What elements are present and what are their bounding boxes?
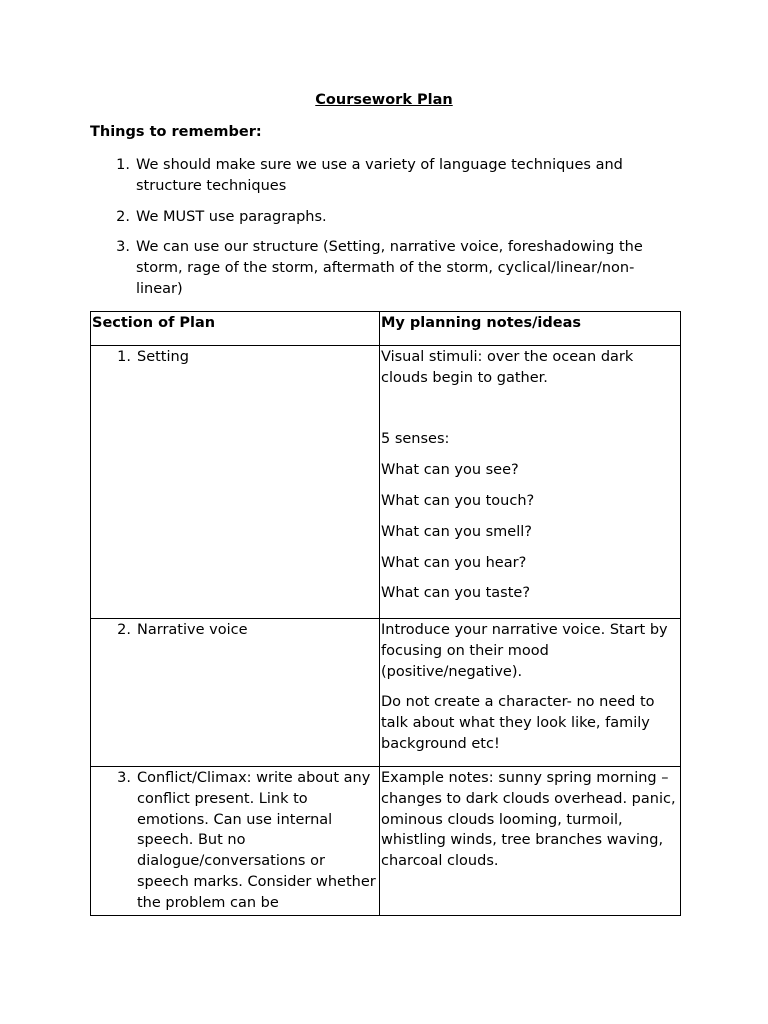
table-header-row <box>91 312 681 346</box>
document-title: Coursework Plan <box>315 92 453 108</box>
table-row <box>91 346 681 619</box>
table-row <box>91 619 681 767</box>
note-line: 5 senses: <box>381 431 450 448</box>
note-line: What can you taste? <box>381 585 531 602</box>
remember-list <box>90 155 680 310</box>
note-line: What can you hear? <box>381 554 527 571</box>
note-line: What can you smell? <box>381 523 532 540</box>
header-planning-notes: My planning notes/ideas <box>380 312 681 346</box>
remember-item <box>90 237 680 299</box>
note-line: What can you touch? <box>381 492 535 509</box>
section-label: Setting <box>137 349 189 365</box>
remember-heading: Things to remember: <box>90 124 262 140</box>
header-section-of-plan: Section of Plan <box>91 312 380 346</box>
note-line: Do not create a character- no need to talk about what they look like, family background etc! <box>381 694 655 752</box>
remember-item-text: We can use our structure (Setting, narrative voice, foreshadowing the storm, rage of the storm, aftermath of the storm, cyclical/linear/non-linear) <box>136 239 643 297</box>
section-label: Narrative voice <box>137 622 248 638</box>
section-number: 1. <box>117 349 131 365</box>
section-number: 2. <box>117 622 131 638</box>
list-number: 1. <box>116 157 130 173</box>
plan-table <box>90 311 681 916</box>
list-number: 2. <box>116 208 130 225</box>
remember-item <box>90 155 680 197</box>
note-line: Introduce your narrative voice. Start by focusing on their mood (positive/negative). <box>381 622 668 680</box>
note-line: Visual stimuli: over the ocean dark clouds begin to gather. <box>381 349 634 386</box>
notes-cell <box>380 346 681 619</box>
notes-cell <box>380 619 681 767</box>
note-line: Example notes: sunny spring morning – changes to dark clouds overhead. panic, ominous clouds looming, turmoil, whistling winds, tree branches waving, charcoal clouds. <box>381 770 676 870</box>
table-row <box>91 767 681 916</box>
notes-cell <box>380 767 681 916</box>
note-spacer <box>381 399 678 420</box>
note-line: What can you see? <box>381 462 519 479</box>
list-number: 3. <box>116 239 130 256</box>
section-cell <box>91 346 380 619</box>
section-cell <box>91 767 380 916</box>
remember-item <box>90 207 680 228</box>
section-number: 3. <box>117 770 131 786</box>
remember-item-text: We MUST use paragraphs. <box>136 208 327 225</box>
remember-item-text: We should make sure we use a variety of language techniques and structure techniques <box>136 157 623 194</box>
section-cell <box>91 619 380 767</box>
section-label: Conflict/Climax: write about any conflict present. Link to emotions. Can use internal speech. But no dialogue/conversations or speech marks. Consider whether the problem can be <box>137 770 376 911</box>
